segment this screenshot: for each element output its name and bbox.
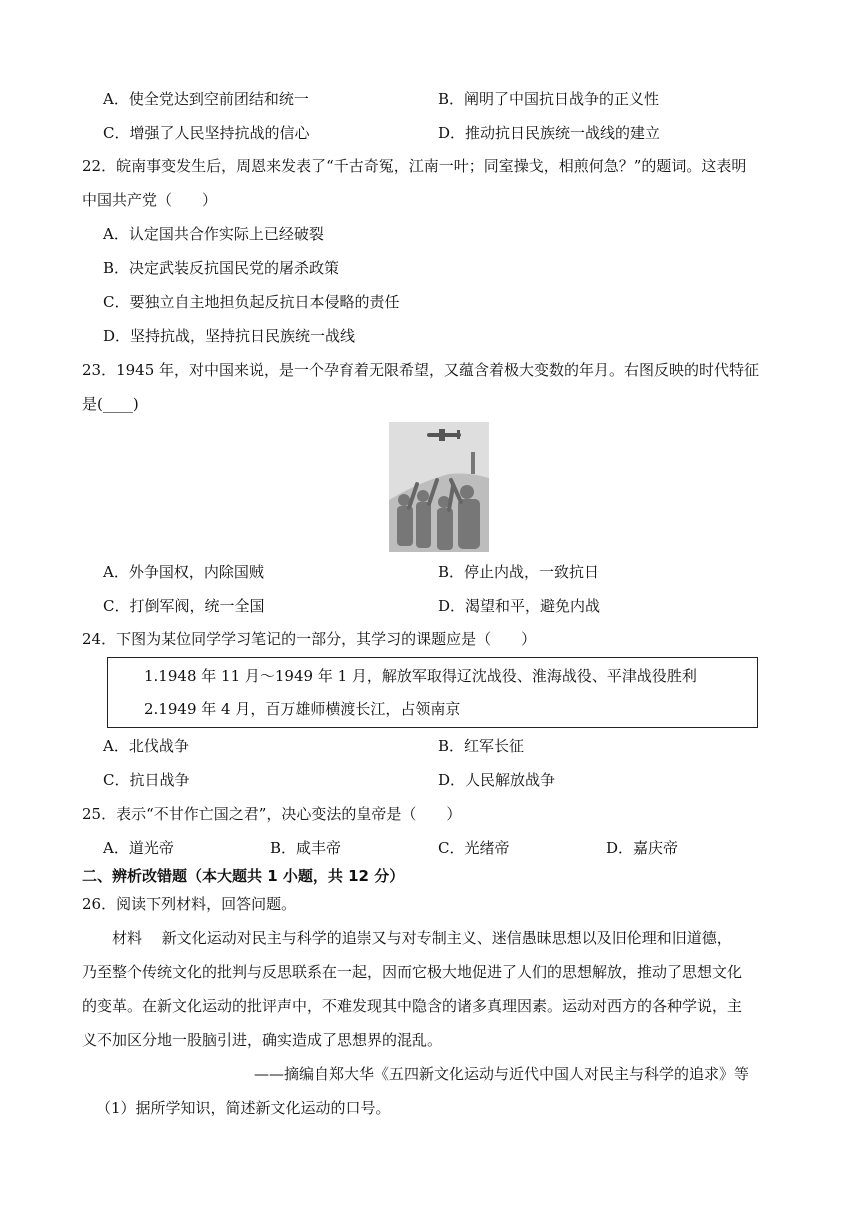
people-cheering-airplane-illustration xyxy=(389,422,489,552)
q22-option-a: A．认定国共合作实际上已经破裂 xyxy=(103,225,324,243)
material-line: 的变革。在新文化运动的批评声中，不难发现其中隐含的诸多真理因素。运动对西方的各种学说，主 xyxy=(82,997,743,1015)
q24-option-b: B．红军长征 xyxy=(438,737,525,755)
q23-option-c: C．打倒军阀，统一全国 xyxy=(103,597,265,615)
q25-stem: 25．表示“不甘作亡国之君”，决心变法的皇帝是（ ） xyxy=(82,805,462,823)
q21-option-a: A．使全党达到空前团结和统一 xyxy=(103,90,309,108)
q25-option-c: C．光绪帝 xyxy=(438,839,510,857)
q24-option-c: C．抗日战争 xyxy=(103,771,190,789)
study-note-box xyxy=(107,657,758,728)
material-line: 乃至整个传统文化的批判与反思联系在一起，因而它极大地促进了人们的思想解放，推动了思想文化 xyxy=(82,963,743,981)
q22-stem-line1: 22．皖南事变发生后，周恩来发表了“千古奇冤，江南一叶；同室操戈，相煎何急？”的题词。这表明 xyxy=(82,157,747,175)
q25-option-a: A．道光帝 xyxy=(103,839,174,857)
q23-stem-line1: 23．1945 年，对中国来说，是一个孕育着无限希望，又蕴含着极大变数的年月。右图反映的时代特征 xyxy=(82,361,760,379)
q24-option-a: A．北伐战争 xyxy=(103,737,189,755)
q22-option-c: C．要独立自主地担负起反抗日本侵略的责任 xyxy=(103,293,400,311)
q25-option-b: B．咸丰帝 xyxy=(270,839,342,857)
q25-option-d: D．嘉庆帝 xyxy=(606,839,679,857)
q23-option-b: B．停止内战，一致抗日 xyxy=(438,563,600,581)
q22-stem-line2: 中国共产党（ ） xyxy=(82,191,218,209)
material-source: ——摘编自郑大华《五四新文化运动与近代中国人对民主与科学的追求》等 xyxy=(254,1065,750,1083)
q24-stem: 24．下图为某位同学学习笔记的一部分，其学习的课题应是（ ） xyxy=(82,630,537,648)
study-note-line1: 1.1948 年 11 月～1949 年 1 月，解放军取得辽沈战役、淮海战役、平津战役胜利 xyxy=(144,667,697,685)
q21-option-d: D．推动抗日民族统一战线的建立 xyxy=(438,124,661,142)
q23-stem-line2: 是(____) xyxy=(82,395,139,413)
q26-subquestion-1: （1）据所学知识，简述新文化运动的口号。 xyxy=(96,1099,391,1117)
q23-option-d: D．渴望和平，避免内战 xyxy=(438,597,601,615)
q23-illustration xyxy=(389,422,489,552)
q22-option-b: B．决定武装反抗国民党的屠杀政策 xyxy=(103,259,340,277)
q23-option-a: A．外争国权，内除国贼 xyxy=(103,563,264,581)
q22-option-d: D．坚持抗战，坚持抗日民族统一战线 xyxy=(103,327,356,345)
section-title: 二、辨析改错题（本大题共 1 小题，共 12 分） xyxy=(82,867,405,885)
q24-option-d: D．人民解放战争 xyxy=(438,771,556,789)
study-note-line2: 2.1949 年 4 月，百万雄师横渡长江，占领南京 xyxy=(144,700,461,718)
q21-option-c: C．增强了人民坚持抗战的信心 xyxy=(103,124,310,142)
q26-stem: 26．阅读下列材料，回答问题。 xyxy=(82,895,297,913)
material-line: 材料 新文化运动对民主与科学的追崇又与对专制主义、迷信愚昧思想以及旧伦理和旧道德， xyxy=(112,929,732,947)
material-line: 义不加区分地一股脑引进，确实造成了思想界的混乱。 xyxy=(82,1031,443,1049)
q21-option-b: B．阐明了中国抗日战争的正义性 xyxy=(438,90,660,108)
